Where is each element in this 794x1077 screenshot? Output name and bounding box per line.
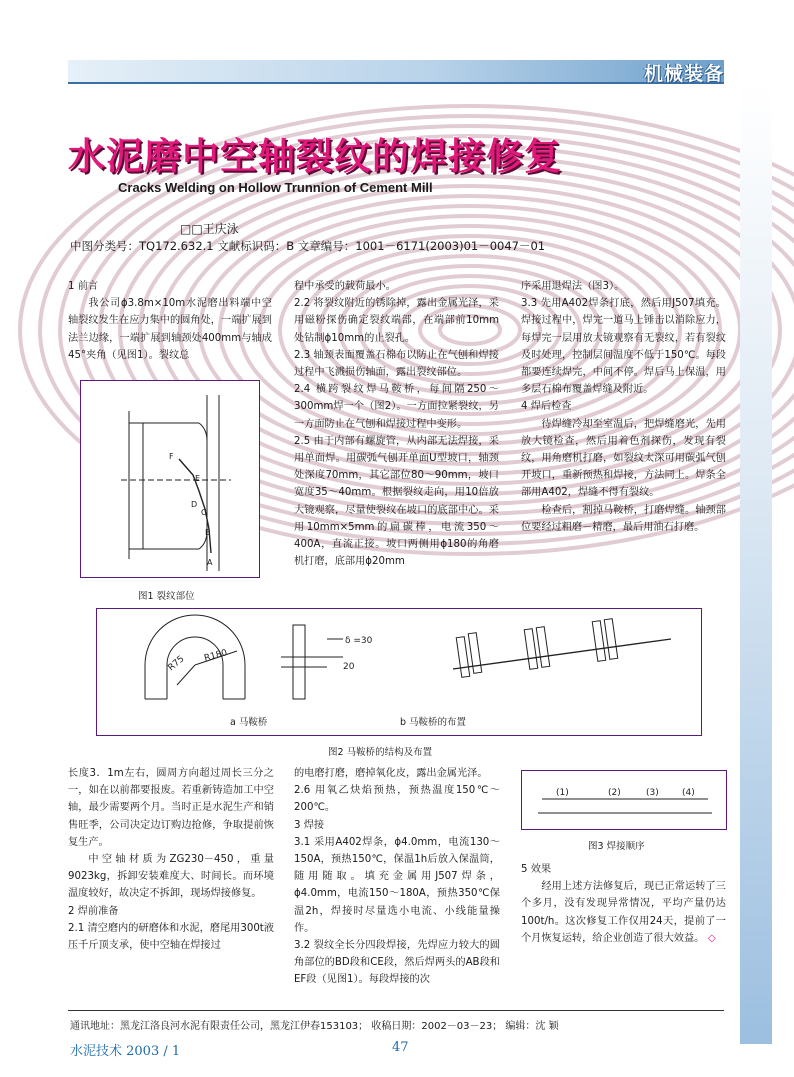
dim-width: 20 xyxy=(343,662,355,672)
saddle-bridge-outer xyxy=(145,615,245,699)
figure-3-drawing xyxy=(522,771,726,829)
side-decoration-bar xyxy=(740,84,772,1044)
figure-2-frame xyxy=(96,608,702,736)
saddle-side-view xyxy=(293,625,305,699)
text-column-4 xyxy=(68,765,274,954)
paragraph: 2.5 由于内部有螺旋管，从内部无法焊接，采用单面焊。用碳弧气刨开单面U型坡口，轴颈处深度70mm，其它部位80～90mm，坡口宽度35～40mm。根据裂纹走向，用10倍放大镜观察，尽量使裂纹在坡口的底部中心。采用10mm×5mm的扁碳棒，电流350～400A，直流正接。坡口两侧用ϕ180的角磨机打磨，底部用ϕ20mm xyxy=(294,435,499,568)
dim-thickness: δ =30 xyxy=(345,636,373,646)
weld-step-2: (2) xyxy=(608,788,621,798)
text-column-1 xyxy=(68,278,272,364)
footnote-rule xyxy=(68,1010,724,1011)
saddle-placement-1 xyxy=(456,637,469,678)
journal-name: 水泥技术 2003 / 1 xyxy=(70,1044,181,1059)
figure-1-drawing xyxy=(81,381,259,577)
radius-line-small xyxy=(177,665,195,685)
paragraph: 2.3 轴颈表面覆盖石棉布以防止在气刨和焊接过程中飞溅损伤轴面，露出裂纹部位。 xyxy=(294,349,499,379)
page-number: 47 xyxy=(392,1040,409,1055)
saddle-placement-3 xyxy=(592,621,605,662)
end-mark-icon: ◇ xyxy=(704,932,716,944)
article-title-english: Cracks Welding on Hollow Trunnion of Cement Mill xyxy=(118,180,433,195)
paragraph: 5 效果 xyxy=(521,864,552,875)
paragraph: 3.3 先用A402焊条打底，然后用J507填充。焊接过程中，焊完一道马上锤击以消除应力，每焊完一层用放大镜观察有无裂纹，若有裂纹及时处理，控制层间温度不低于150℃。每段都要连续焊完，中间不停。焊后马上保温，用多层石棉布覆盖焊缝及附近。 xyxy=(521,298,726,396)
text-column-6 xyxy=(521,861,726,947)
text-column-2 xyxy=(294,278,499,570)
weld-step-1: (1) xyxy=(556,788,569,798)
saddle-placement-2 xyxy=(524,629,537,670)
figure-2-caption: 图2 马鞍桥的结构及布置 xyxy=(328,747,433,758)
paragraph: 经用上述方法修复后，现已正常运转了三个多月，没有发现异常情况，平均产量仍达100t/h。这次修复工作仅用24天，提前了一个月恢复运转，给企业创造了很大效益。 ◇ xyxy=(521,881,726,944)
label-e: E xyxy=(195,474,201,483)
weld-step-4: (4) xyxy=(682,788,695,798)
label-d: D xyxy=(191,500,198,509)
paragraph: 4 焊后检查 xyxy=(521,401,572,413)
classification-line: 中图分类号：TQ172.632.1 文献标识码：B 文章编号：1001－6171(2003)01－0047－01 xyxy=(70,239,546,253)
paragraph: 序采用退焊法（图3）。 xyxy=(521,281,625,292)
label-b: B xyxy=(205,528,211,537)
paragraph: 的电磨打磨，磨掉氧化皮，露出金属光泽。 xyxy=(294,768,488,779)
header-band xyxy=(68,60,724,82)
figure-2b-caption: b 马鞍桥的布置 xyxy=(400,717,467,728)
figure-3-frame xyxy=(521,770,727,830)
label-f: F xyxy=(169,452,174,461)
author-line: □□王庆泳 xyxy=(180,222,239,236)
label-a: A xyxy=(207,558,213,567)
section-name: 机械装备 xyxy=(643,63,724,85)
paragraph: 3 焊接 xyxy=(294,819,325,831)
paragraph: 3.1 采用A402焊条，ϕ4.0mm，电流130～150A，预热150℃，保温1h后放入保温筒，随用随取。填充金属用J507焊条，ϕ4.0mm，电流150～180A，预热350℃保温2h，焊接时尽量选小电流、小线能量操作。 xyxy=(294,836,500,934)
paragraph: 中空轴材质为ZG230－450，重量9023kg，拆卸安装难度大、时间长。而环境温度较好，故决定不拆卸，现场焊接修复。 xyxy=(68,854,274,900)
crack-line xyxy=(453,639,671,669)
paragraph: 2.1 清空磨内的研磨体和水泥，磨尾用300t液压千斤顶支承，使中空轴在焊接过 xyxy=(68,922,274,952)
paragraph: 我公司ϕ3.8m×10m水泥磨出料端中空轴裂纹发生在应力集中的圆角处，一端扩展到法兰边缘，一端扩展到轴颈处400mm与轴成45°夹角（见图1）。裂纹总 xyxy=(68,298,272,361)
paragraph: 2.6 用氧乙炔焰预热，预热温度150℃～200℃。 xyxy=(294,785,500,814)
text-column-3 xyxy=(521,278,726,536)
dim-r75: R75 xyxy=(166,654,187,674)
paragraph: 检查后，割掉马鞍桥，打磨焊缝。轴颈部位要经过粗磨－精磨，最后用油石打磨。 xyxy=(521,504,726,533)
paragraph: 2 焊前准备 xyxy=(68,905,119,917)
article-title: 水泥磨中空轴裂纹的焊接修复 xyxy=(68,135,562,178)
weld-step-3: (3) xyxy=(646,788,659,798)
figure-1-caption: 图1 裂纹部位 xyxy=(138,591,195,602)
paragraph: 长度3．1m左右，圆周方向超过周长三分之一，如在以前都要报废。若重新铸造加工中空轴，最少需要两个月。当时正是水泥生产和销售旺季，公司决定边订购边抢修，争取提前恢复生产。 xyxy=(68,768,274,848)
figure-1-frame xyxy=(80,380,260,578)
paragraph: 2.4 横跨裂纹焊马鞍桥，每间隔250～300mm焊一个（图2）。一方面拉紧裂纹，另一方面防止在气刨和焊接过程中变形。 xyxy=(294,384,499,430)
paragraph: 待焊缝冷却至室温后，把焊缝磨光，先用放大镜检查，然后用着色剂探伤，发现有裂纹，用角磨机打磨，如裂纹太深可用碳弧气刨开坡口，重新预热和焊接，方法同上。焊条全部用A402，焊缝不得有裂纹。 xyxy=(521,418,726,499)
paragraph: 程中承受的载荷最小。 xyxy=(294,281,396,292)
label-c: C xyxy=(201,508,207,517)
paragraph: 1 前言 xyxy=(68,281,99,292)
paragraph: 3.2 裂纹全长分四段焊接，先焊应力较大的圆角部位的BD段和CE段，然后焊两头的AB段和EF段（见图1）。每段焊接的次 xyxy=(294,940,500,986)
figure-3-caption: 图3 焊接顺序 xyxy=(588,841,645,852)
header-rule xyxy=(68,82,724,84)
footnote: 通讯地址：黑龙江洛良河水泥有限责任公司，黑龙江伊春153103； 收稿日期：2002－03－23； 编辑：沈 颖 xyxy=(70,1021,559,1032)
figure-2a-caption: a 马鞍桥 xyxy=(230,717,268,728)
dim-r180: R180 xyxy=(203,648,229,664)
paragraph: 2.2 将裂纹附近的锈除掉，露出金属光泽，采用磁粉探伤确定裂纹端部，在端部前10mm处钻制ϕ10mm的止裂孔。 xyxy=(294,298,499,344)
text-column-5 xyxy=(294,765,500,989)
figure-2-drawing xyxy=(97,609,701,735)
